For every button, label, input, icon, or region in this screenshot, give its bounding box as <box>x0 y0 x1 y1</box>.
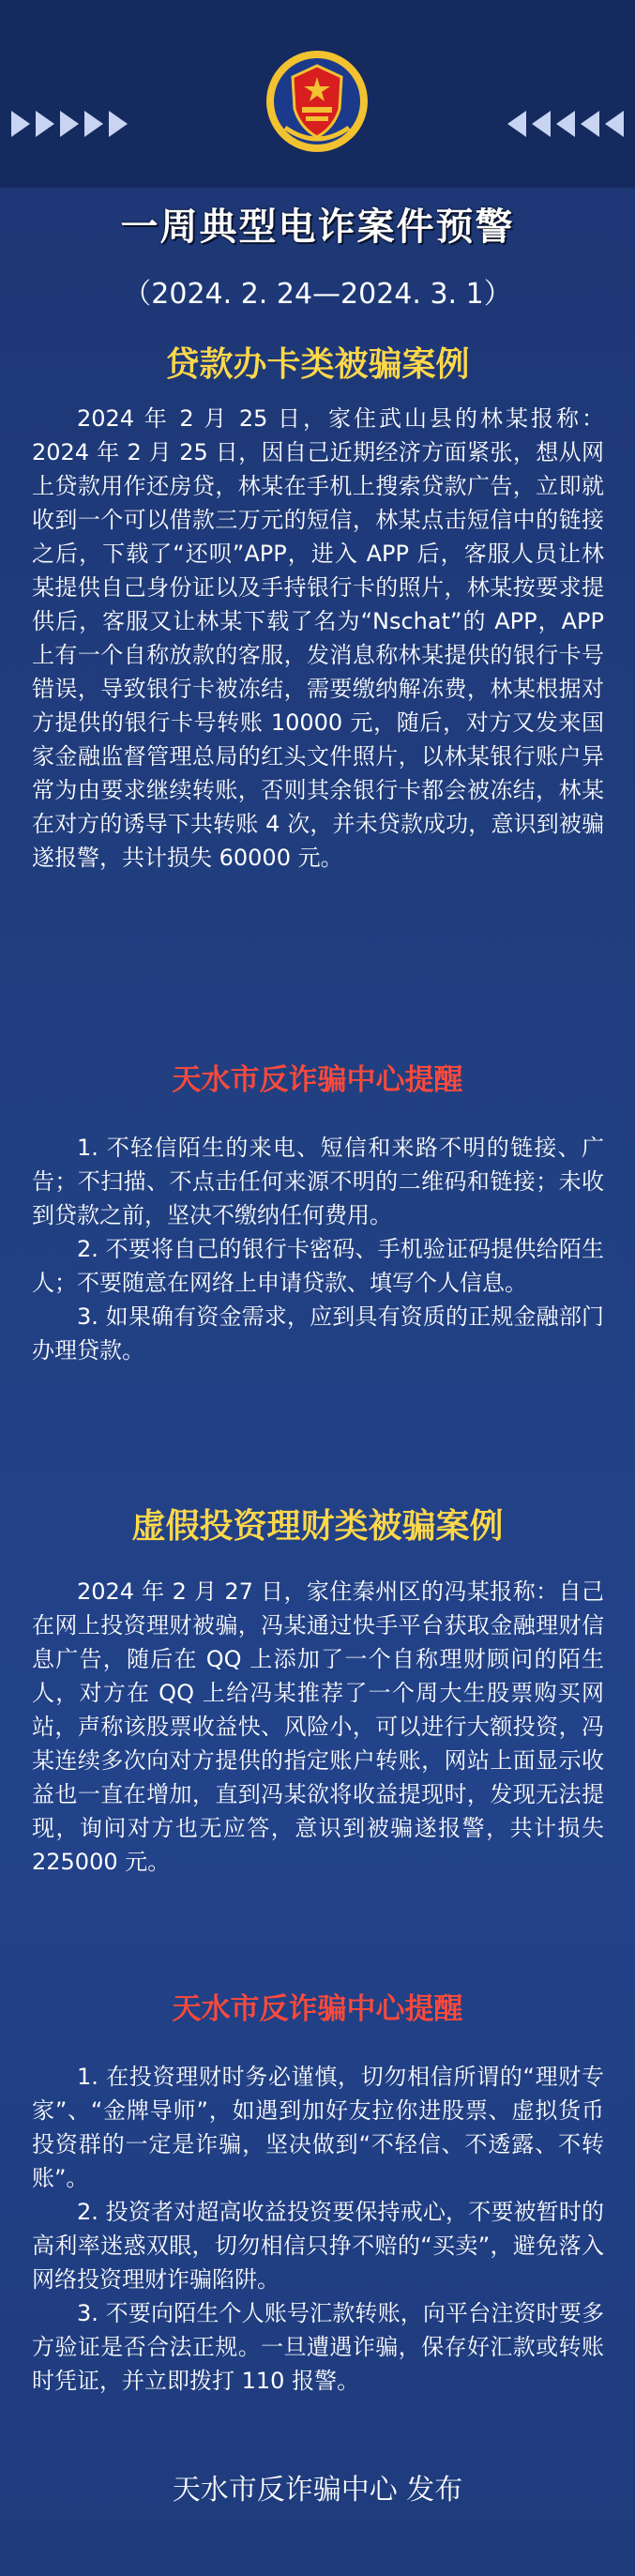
case2-body: 2024 年 2 月 27 日，家住秦州区的冯某报称：自己在网上投资理财被骗，冯某通过快手平台获取金融理财信息广告，随后在 QQ 上添加了一个自称理财顾问的陌生人，对方在 QQ 上给冯某推荐了一个周大生股票购买网站，声称该股票收益快、风险小，可以进行大额投资，冯某连续多次向对方提供的指定账户转账，网站上面显示收益也一直在增加，直到冯某欲将收益提现时，发现无法提现，询问对方也无应答，意识到被骗遂报警，共计损失225000 元。 <box>32 1578 604 1875</box>
case1-body: 2024 年 2 月 25 日，家住武山县的林某报称：2024 年 2 月 25 日，因自己近期经济方面紧张，想从网上贷款用作还房贷，林某在手机上搜索贷款广告，立即就收到一个可以借款三万元的短信，林某点击短信中的链接之后，下载了“还呗”APP，进入 APP 后，客服人员让林某提供自己身份证以及手持银行卡的照片，林某按要求提供后，客服又让林某下载了名为“Nschat”的 APP，APP 上有一个自称放款的客服，发消息称林某提供的银行卡号错误，导致银行卡被冻结，需要缴纳解冻费，林某根据对方提供的银行卡号转账 10000 元，随后，对方又发来国家金融监督管理总局的红头文件照片，以林某银行账户异常为由要求继续转账，否则其余银行卡都会被冻结，林某在对方的诱导下共转账 4 次，并未贷款成功，意识到被骗遂报警，共计损失 60000 元。 <box>32 405 604 871</box>
case1-tip-1: 1. 不轻信陌生的来电、短信和来路不明的链接、广告；不扫描、不点击任何来源不明的二维码和链接；未收到贷款之前，坚决不缴纳任何费用。 <box>32 1135 604 1228</box>
publisher-footer: 天水市反诈骗中心 发布 <box>172 2474 463 2507</box>
date-range: （2024. 2. 24—2024. 3. 1） <box>123 278 512 311</box>
case1-heading: 贷款办卡类被骗案例 <box>165 345 470 384</box>
case1-tip-3: 3. 如果确有资金需求，应到具有资质的正规金融部门办理贷款。 <box>32 1303 604 1364</box>
case2-heading: 虚假投资理财类被骗案例 <box>131 1507 504 1546</box>
case1-tip-2: 2. 不要将自己的银行卡密码、手机验证码提供给陌生人；不要随意在网络上申请贷款、填写个人信息。 <box>32 1236 604 1296</box>
case1-tips <box>32 1131 604 1367</box>
case1-reminder-heading: 天水市反诈骗中心提醒 <box>172 1063 463 1097</box>
case2-tips <box>32 2060 604 2398</box>
case2-tip-3: 3. 不要向陌生个人账号汇款转账，向平台注资时要多方验证是否合法正规。一旦遭遇诈骗，保存好汇款或转账时凭证，并立即拨打 110 报警。 <box>32 2300 604 2394</box>
page-title: 一周典型电诈案件预警 <box>120 206 515 249</box>
case2-reminder-heading: 天水市反诈骗中心提醒 <box>172 1992 463 2026</box>
chevron-arrows-left-icon <box>11 111 128 141</box>
case2-tip-1: 1. 在投资理财时务必谨慎，切勿相信所谓的“理财专家”、“金牌导师”，如遇到加好友拉你进股票、虚拟货币投资群的一定是诈骗，坚决做到“不轻信、不透露、不转账”。 <box>32 2064 604 2191</box>
police-emblem-icon <box>265 49 370 154</box>
case2-tip-2: 2. 投资者对超高收益投资要保持戒心，不要被暂时的高利率迷惑双眼，切勿相信只挣不赔的“买卖”，避免落入网络投资理财诈骗陷阱。 <box>32 2199 604 2293</box>
chevron-arrows-right-icon <box>507 111 624 141</box>
